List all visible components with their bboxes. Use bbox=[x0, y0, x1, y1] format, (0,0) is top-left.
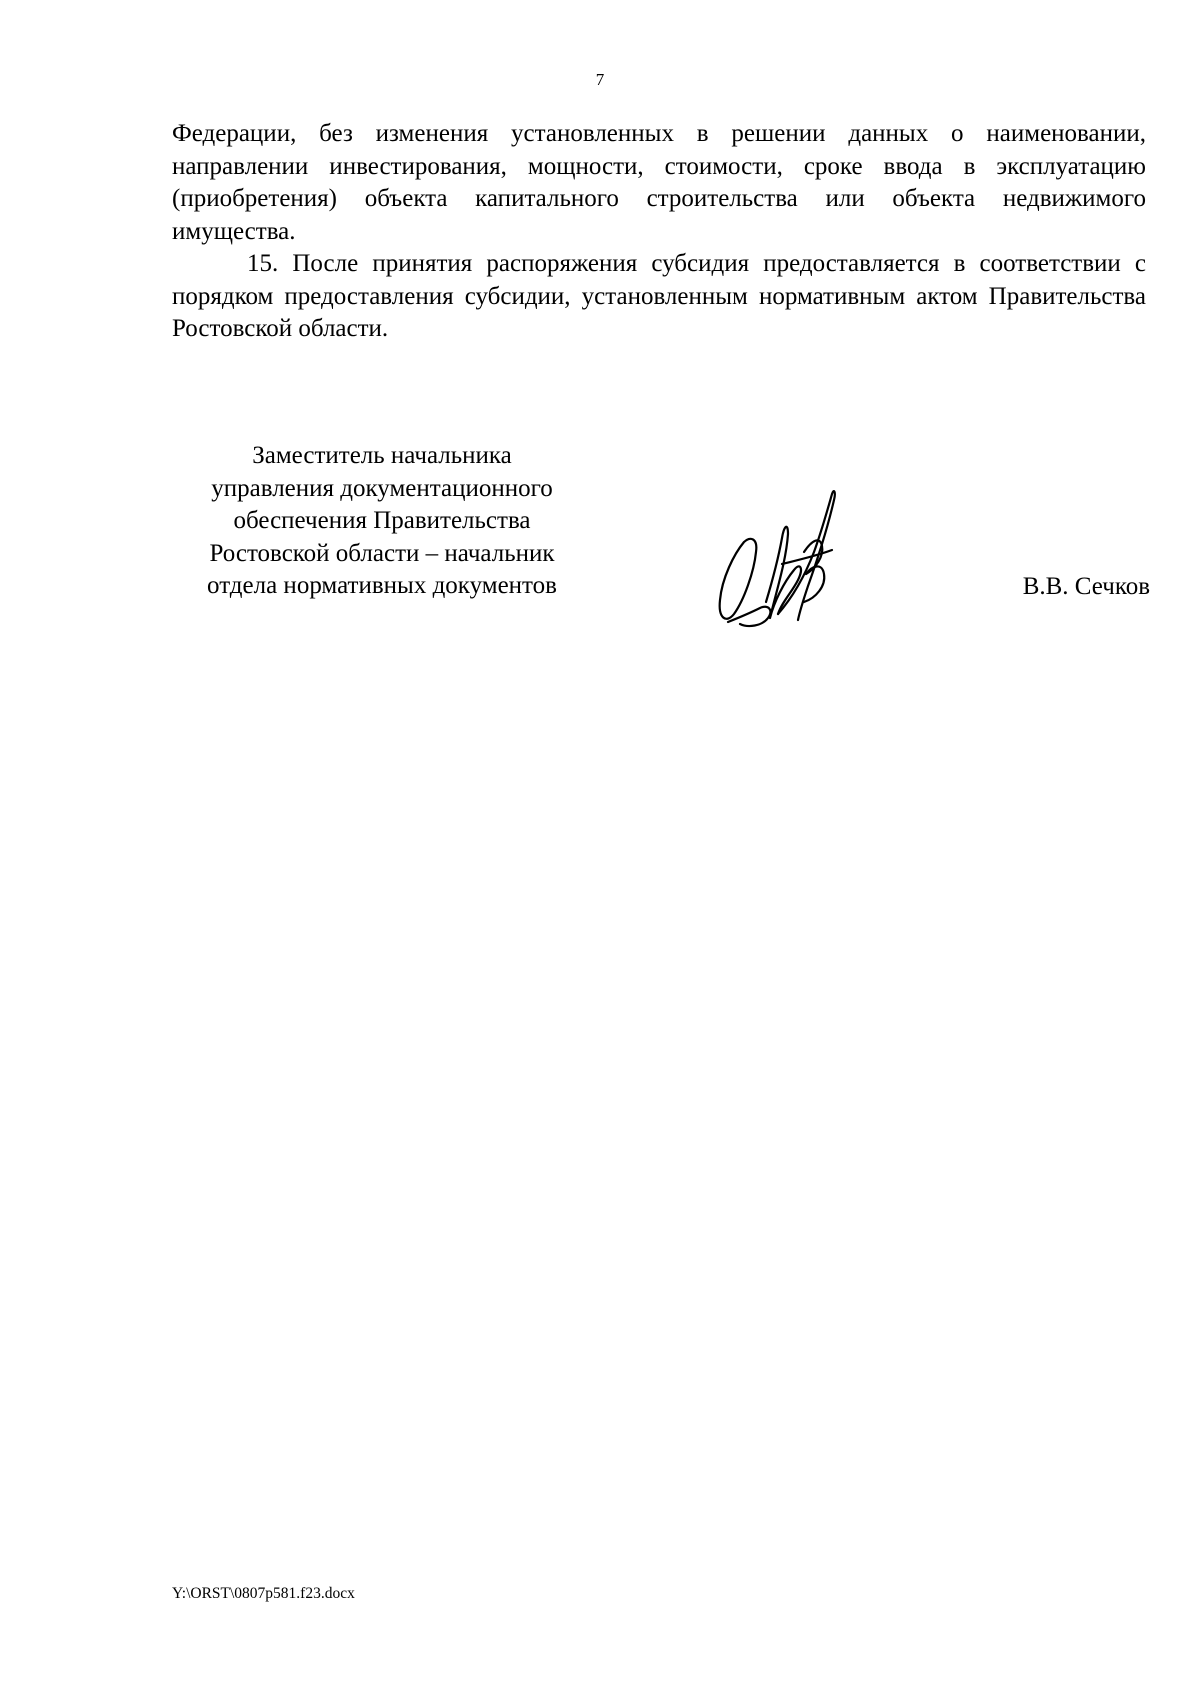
signer-title-line: Ростовской области – начальник bbox=[209, 539, 555, 567]
paragraph-continuation: Федерации, без изменения установленных в решении данных о наименовании, направлении инвестирования, мощности, стоимости, сроке ввода в эксплуатацию (приобретения) объекта капитального строительства или объекта недвижимого имущества. bbox=[172, 120, 1146, 245]
document-body bbox=[172, 118, 1146, 346]
signer-name: В.В. Сечков bbox=[1022, 573, 1150, 600]
signer-title-line: обеспечения Правительства bbox=[233, 507, 531, 534]
signer-title-line: Заместитель начальника bbox=[252, 442, 512, 469]
page-number: 7 bbox=[595, 70, 605, 89]
file-path-footer: Y:\ORST\0807p581.f23.docx bbox=[172, 1585, 355, 1602]
paragraph-15: 15. После принятия распоряжения субсидия предоставляется в соответствии с порядком предоставления субсидии, установленным нормативным актом Правительства Ростовской области. bbox=[172, 250, 1146, 342]
signer-position-title bbox=[172, 440, 592, 603]
signer-title-line: управления документационного bbox=[211, 474, 553, 502]
signer-title-line: отдела нормативных документов bbox=[207, 572, 557, 599]
handwritten-signature bbox=[708, 482, 868, 632]
